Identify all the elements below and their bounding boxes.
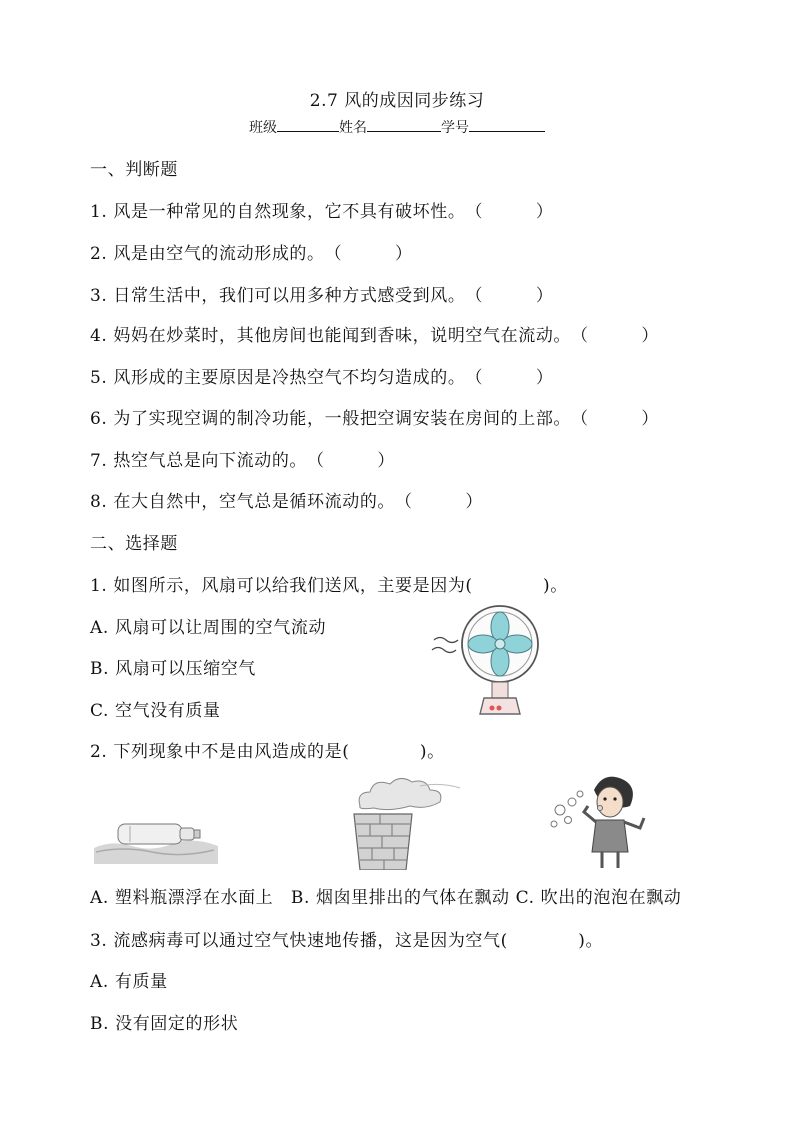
class-blank[interactable]	[277, 117, 339, 132]
answer-paren[interactable]: （ ）	[571, 326, 660, 346]
judge-item-6	[90, 404, 659, 429]
answer-paren[interactable]: （ ）	[465, 286, 554, 306]
answer-paren[interactable]: （ ）	[465, 368, 554, 388]
choice-q3-stem: 3. 流感病毒可以通过空气快速地传播，这是因为空气( )。	[90, 931, 604, 951]
judge-item-text: 6. 为了实现空调的制冷功能，一般把空调安装在房间的上部。	[90, 409, 572, 429]
student-info-line	[0, 117, 794, 137]
section1-heading: 一、判断题	[90, 160, 178, 180]
judge-item-1	[90, 197, 553, 222]
electric-fan-illustration	[428, 600, 540, 718]
choice-q1-stem: 1. 如图所示，风扇可以给我们送风，主要是因为( )。	[90, 576, 568, 596]
page-title: 2.7 风的成因同步练习	[309, 91, 485, 111]
floating-bottle-image	[92, 808, 220, 864]
id-blank[interactable]	[469, 117, 545, 132]
answer-paren[interactable]: （ ）	[465, 202, 554, 222]
judge-item-2	[90, 239, 413, 264]
girl-blowing-bubbles-image	[548, 768, 660, 872]
name-label: 姓名	[339, 120, 367, 136]
judge-item-text: 1. 风是一种常见的自然现象，它不具有破坏性。	[90, 202, 466, 222]
choice-q3-option-b[interactable]: B. 没有固定的形状	[90, 1014, 239, 1034]
choice-q3-option-a[interactable]: A. 有质量	[90, 972, 168, 992]
answer-paren[interactable]: （ ）	[324, 244, 413, 264]
judge-item-text: 3. 日常生活中，我们可以用多种方式感受到风。	[90, 286, 466, 306]
judge-item-5	[90, 363, 553, 388]
choice-q2-stem: 2. 下列现象中不是由风造成的是( )。	[90, 742, 445, 762]
chimney-smoke-image	[330, 772, 480, 870]
choice-q1-option-b[interactable]: B. 风扇可以压缩空气	[90, 659, 256, 679]
answer-paren[interactable]: （ ）	[395, 492, 484, 512]
choice-q1-option-c[interactable]: C. 空气没有质量	[90, 701, 221, 721]
id-label: 学号	[441, 120, 469, 136]
section2-heading: 二、选择题	[90, 534, 178, 554]
class-label: 班级	[249, 120, 277, 136]
judge-item-text: 2. 风是由空气的流动形成的。	[90, 244, 325, 264]
answer-paren[interactable]: （ ）	[307, 451, 396, 471]
name-blank[interactable]	[367, 117, 441, 132]
answer-paren[interactable]: （ ）	[571, 409, 660, 429]
choice-q1-option-a[interactable]: A. 风扇可以让周围的空气流动	[90, 618, 327, 638]
judge-item-3	[90, 281, 553, 306]
judge-item-text: 4. 妈妈在炒菜时，其他房间也能闻到香味，说明空气在流动。	[90, 326, 572, 346]
judge-item-7	[90, 446, 395, 471]
judge-item-text: 5. 风形成的主要原因是冷热空气不均匀造成的。	[90, 368, 466, 388]
judge-item-text: 8. 在大自然中，空气总是循环流动的。	[90, 492, 396, 512]
judge-item-8	[90, 487, 483, 512]
judge-item-4	[90, 321, 659, 346]
judge-item-text: 7. 热空气总是向下流动的。	[90, 451, 308, 471]
choice-q2-options[interactable]: A. 塑料瓶漂浮在水面上 B. 烟囱里排出的气体在飘动 C. 吹出的泡泡在飘动	[90, 888, 682, 908]
